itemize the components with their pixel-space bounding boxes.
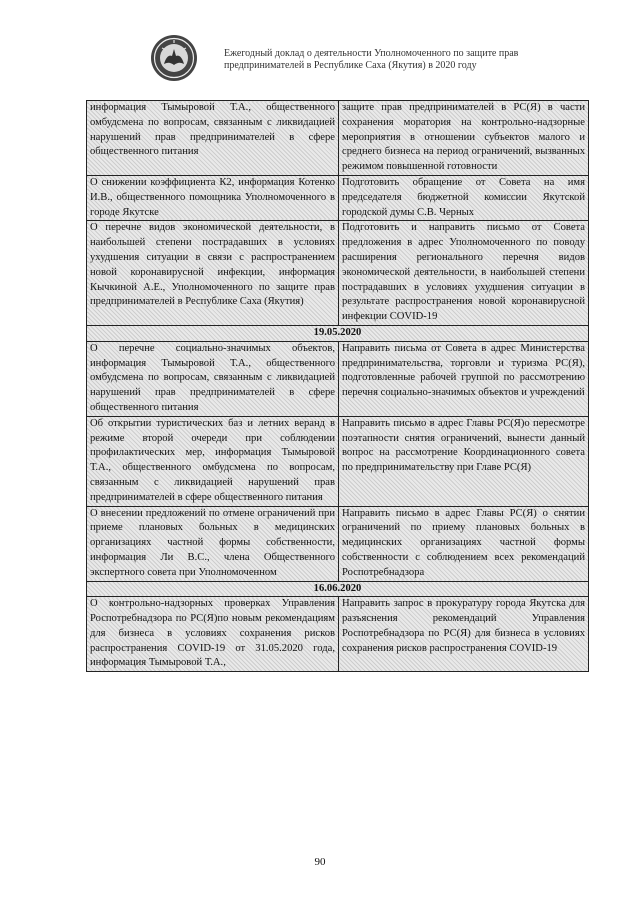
- table-row: [87, 101, 589, 176]
- decision-cell: Подготовить обращение от Совета на имя председателя бюджетной комиссии Якутской городской думы С.В. Черных: [339, 175, 589, 220]
- issue-cell: О снижении коэффициента К2, информация Котенко И.В., общественного помощника Уполномоченного в городе Якутске: [87, 175, 339, 220]
- header-title-line-2: предпринимателей в Республике Саха (Якутия) в 2020 году: [224, 60, 477, 71]
- decision-cell: Направить письма от Совета в адрес Министерства предпринимательства, торговли и туризма РС(Я), подготовленные рабочей группой по рассмотрению перечня социально-значимых объектов и учреждений: [339, 341, 589, 416]
- table-row: [87, 175, 589, 220]
- decision-cell: Подготовить и направить письмо от Совета предложения в адрес Уполномоченного по поводу расширения регионального перечня видов экономической деятельности, в наибольшей степени пострадавших в условиях ухудшения ситуации в результате распространения новой коронавирусной инфекции COVID-19: [339, 221, 589, 326]
- decision-cell: Направить письмо в адрес Главы РС(Я) о снятии ограничений по приему плановых больных в медицинских организациях частной формы собственности с соблюдением всех рекомендаций Роспотребнадзора: [339, 506, 589, 581]
- table-row: [87, 416, 589, 506]
- date-row: [87, 581, 589, 597]
- decision-cell: Направить письмо в адрес Главы РС(Я)о пересмотре поэтапности снятия ограничений, вынести данный вопрос на рассмотрение Координационного совета по предпринимательству при Главе РС(Я): [339, 416, 589, 506]
- table-row: [87, 341, 589, 416]
- table-row: [87, 597, 589, 672]
- meeting-date: 19.05.2020: [87, 325, 589, 341]
- date-row: [87, 325, 589, 341]
- decisions-table: [86, 100, 589, 672]
- issue-cell: Об открытии туристических баз и летних веранд в режиме второй очереди при соблюдении профилактических мер, информация Тымыровой Т.А., общественного омбудсмена по вопросам, связанным с ликвидацией нарушений прав предпринимателей в сфере общественного питания: [87, 416, 339, 506]
- table-row: [87, 221, 589, 326]
- issue-cell: информация Тымыровой Т.А., общественного омбудсмена по вопросам, связанным с ликвидацией нарушений прав предпринимателей в сфере общественного питания: [87, 101, 339, 176]
- issue-cell: О перечне социально-значимых объектов, информация Тымыровой Т.А., общественного омбудсмена по вопросам, связанным с ликвидацией нарушений прав предпринимателей в сфере общественного питания: [87, 341, 339, 416]
- issue-cell: О контрольно-надзорных проверках Управления Роспотребнадзора по РС(Я)по новым рекомендациям для бизнеса в условиях сохранения рисков распространения COVID-19 от 31.05.2020 года, информация Тымыровой Т.А.,: [87, 597, 339, 672]
- issue-cell: О перечне видов экономической деятельности, в наибольшей степени пострадавших в условиях ухудшения ситуации в связи с распространением новой коронавирусной инфекции, информация Кычкиной А.Е., Уполномоченного по защите прав предпринимателей в Республике Саха (Якутия): [87, 221, 339, 326]
- page-number: 90: [314, 856, 326, 868]
- issue-cell: О внесении предложений по отмене ограничений при приеме плановых больных в медицинских организациях частной формы собственности, информация Ли В.С., члена Общественного экспертного совета при Уполномоченном: [87, 506, 339, 581]
- header-title-line-1: Ежегодный доклад о деятельности Уполномоченного по защите прав: [224, 48, 519, 59]
- emblem-logo: [150, 34, 198, 82]
- page-header: [0, 0, 640, 92]
- table-row: [87, 506, 589, 581]
- decision-cell: Направить запрос в прокуратуру города Якутска для разъяснения рекомендаций Управления Роспотребнадзора по РС(Я) для бизнеса в условиях сохранения рисков распространения COVID-19: [339, 597, 589, 672]
- decision-cell: защите прав предпринимателей в РС(Я) в части сохранения моратория на контрольно-надзорные мероприятия в отношении субъектов малого и среднего бизнеса на период ограничений, вызванных режимом повышенной готовности: [339, 101, 589, 176]
- meeting-date: 16.06.2020: [87, 581, 589, 597]
